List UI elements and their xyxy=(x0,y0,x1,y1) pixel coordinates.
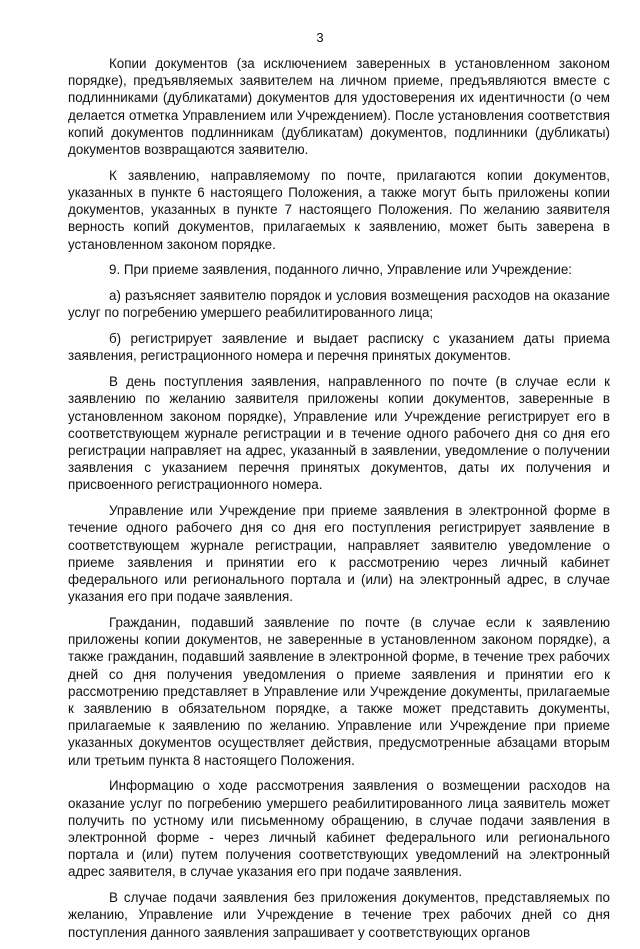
paragraph-no-optional-documents: В случае подачи заявления без приложения документов, представляемых по желанию, Управление или Учреждение в течение трех рабочих дней со дня поступления данного заявления запрашивает у соответствующих органов xyxy=(68,890,610,940)
paragraph-electronic-application: Управление или Учреждение при приеме заявления в электронной форме в течение одного рабочего дня со дня его поступления регистрирует заявление в соответствующем журнале регистрации, направляет заявителю уведомление о приеме заявления и принятии его к рассмотрению через личный кабинет федерального или регионального портала и (или) на электронный адрес, в случае указания его при подаче заявления. xyxy=(68,503,610,605)
page-number: 3 xyxy=(316,30,324,45)
paragraph-item-9a: а) разъясняет заявителю порядок и условия возмещения расходов на оказание услуг по погребению умершего реабилитированного лица; xyxy=(68,288,610,321)
paragraph-mail-registration: В день поступления заявления, направленного по почте (в случае если к заявлению по желанию заявителя приложены копии документов, заверенные в установленном законом порядке), Управление или Учреждение регистрирует его в соответствующем журнале регистрации и в течение одного рабочего дня со дня его регистрации направляет на адрес, указанный в заявлении, уведомление о получении заявления с указанием перечня принятых документов, даты их получения и присвоенного регистрационного номера. xyxy=(68,374,610,493)
paragraph-mail-application: К заявлению, направляемому по почте, прилагаются копии документов, указанных в пункте 6 настоящего Положения, а также могут быть приложены копии документов, указанных в пункте 7 настоящего Положения. По желанию заявителя верность копий документов, прилагаемых к заявлению, может быть заверена в установленном законом порядке. xyxy=(68,167,610,252)
document-body xyxy=(68,55,610,949)
paragraph-progress-information: Информацию о ходе рассмотрения заявления о возмещении расходов на оказание услуг по погребению умершего реабилитированного лица заявитель может получить по устному или письменному обращению, в случае подачи заявления в электронной форме - через личный кабинет федерального или регионального портала и (или) путем получения соответствующих уведомлений на электронный адрес заявителя, в случае указания его при подаче заявления. xyxy=(68,778,610,880)
paragraph-item-9: 9. При приеме заявления, поданного лично, Управление или Учреждение: xyxy=(109,262,572,278)
paragraph-document-copies: Копии документов (за исключением заверенных в установленном законом порядке), предъявляемых заявителем на личном приеме, предъявляются вместе с подлинниками (дубликатами) документов для удостоверения их идентичности (о чем делается отметка Управлением или Учреждением). После установления соответствия копий документов подлинникам (дубликатам) документов, подлинники (дубликаты) документов возвращаются заявителю. xyxy=(68,56,610,158)
paragraph-item-9b: б) регистрирует заявление и выдает расписку с указанием даты приема заявления, регистрационного номера и перечня принятых документов. xyxy=(68,331,610,364)
paragraph-citizen-documents: Гражданин, подавший заявление по почте (в случае если к заявлению приложены копии документов, не заверенные в установленном законом порядке), а также гражданин, подавший заявление в электронной форме, в течение трех рабочих дней со дня получения уведомления о приеме заявления и принятии его к рассмотрению представляет в Управление или Учреждение документы, прилагаемые к заявлению в обязательном порядке, а также может представить документы, прилагаемые к заявлению по желанию. Управление или Учреждение при приеме указанных документов осуществляет действия, предусмотренные абзацами вторым или третьим пункта 8 настоящего Положения. xyxy=(68,615,610,768)
